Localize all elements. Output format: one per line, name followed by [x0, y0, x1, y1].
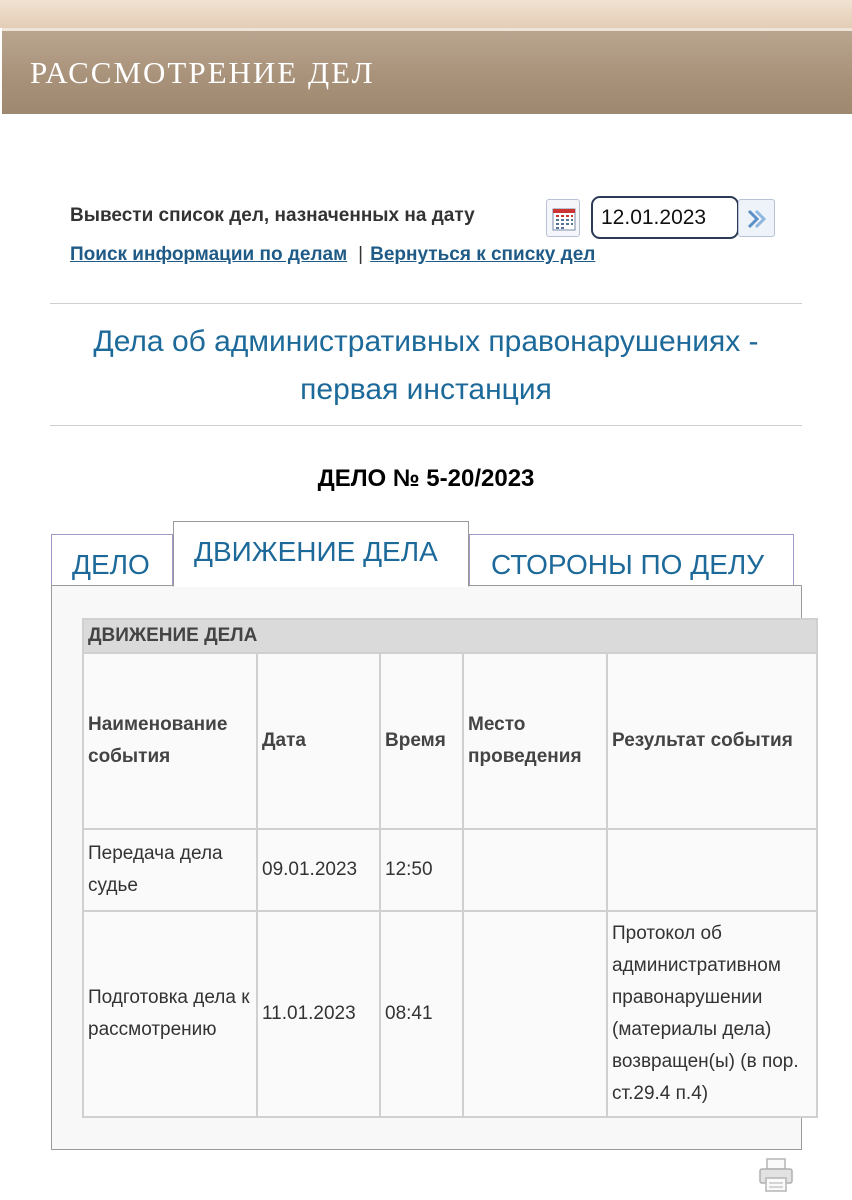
table-row: [83, 829, 817, 911]
result-cell: Протокол об административном правонарушении (материалы дела) возвращен(ы) (в пор. ст.29.4 п.4): [607, 911, 817, 1117]
show-list-button[interactable]: [738, 199, 775, 237]
calendar-icon: [552, 207, 576, 231]
tab-case-parties[interactable]: [469, 534, 794, 586]
search-cases-link[interactable]: Поиск информации по делам: [70, 244, 348, 265]
date-filter-label: Вывести список дел, назначенных на дату: [70, 205, 475, 226]
print-button[interactable]: [758, 1158, 794, 1197]
divider-bottom: [50, 425, 802, 426]
date-cell: 11.01.2023: [257, 911, 380, 1117]
divider-top: [50, 303, 802, 304]
tab-case-movement[interactable]: [173, 521, 469, 587]
column-header-time: Время: [380, 653, 463, 829]
column-header-result: Результат события: [607, 653, 817, 829]
column-header-event: Наименование события: [83, 653, 257, 829]
column-header-place: Место проведения: [463, 653, 607, 829]
result-cell: [607, 829, 817, 911]
event-cell: Передача дела судье: [83, 829, 257, 911]
table-caption: ДВИЖЕНИЕ ДЕЛА: [83, 619, 817, 653]
date-input[interactable]: [591, 196, 739, 239]
calendar-button[interactable]: [546, 199, 580, 237]
section-title-line2: первая инстанция: [300, 373, 552, 406]
column-header-date: Дата: [257, 653, 380, 829]
place-cell: [463, 829, 607, 911]
browser-top-strip: [0, 0, 852, 28]
page-header: [2, 28, 852, 114]
tab-case-parties-label: СТОРОНЫ ПО ДЕЛУ: [491, 549, 765, 580]
case-movement-table: [82, 618, 818, 1118]
date-cell: 09.01.2023: [257, 829, 380, 911]
place-cell: [463, 911, 607, 1117]
table-row: [83, 911, 817, 1117]
back-to-list-link[interactable]: Вернуться к списку дел: [370, 244, 596, 265]
event-cell: Подготовка дела к рассмотрению: [83, 911, 257, 1117]
forward-arrow-icon: [747, 209, 767, 229]
time-cell: 12:50: [380, 829, 463, 911]
tab-case-movement-label: ДВИЖЕНИЕ ДЕЛА: [194, 536, 438, 567]
case-number: ДЕЛО № 5-20/2023: [317, 465, 535, 492]
section-title-line1: Дела об административных правонарушениях -: [93, 325, 759, 358]
printer-icon: [758, 1158, 794, 1192]
link-separator: |: [358, 244, 364, 265]
tab-case[interactable]: [51, 534, 173, 586]
tab-case-label: ДЕЛО: [72, 549, 150, 580]
time-cell: 08:41: [380, 911, 463, 1117]
page-header-title: РАССМОТРЕНИЕ ДЕЛ: [30, 55, 375, 90]
navigation-links: [70, 244, 595, 266]
section-title: [40, 318, 812, 414]
